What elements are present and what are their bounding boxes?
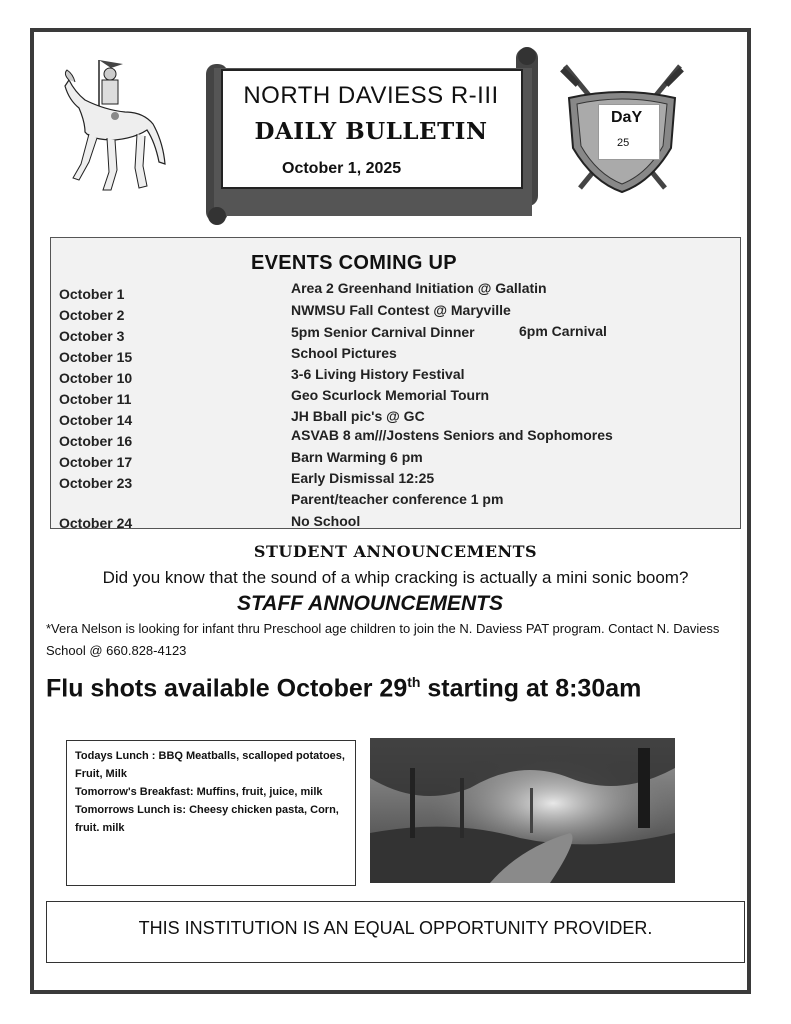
flu-text-after: starting at 8:30am: [420, 674, 642, 703]
event-date: October 17: [59, 454, 133, 470]
event-date: October 23: [59, 475, 133, 491]
event-description: No School: [291, 513, 361, 529]
event-date: October 11: [59, 391, 132, 407]
todays-lunch: Todays Lunch : BBQ Meatballs, scalloped potatoes, Fruit, Milk: [75, 750, 345, 780]
event-date: October 16: [59, 433, 133, 449]
event-date: October 1: [59, 286, 125, 302]
staff-announcement-text: *Vera Nelson is looking for infant thru Preschool age children to join the N. Daviess PAT program. Contact N. Daviess School @ 660.828-4123: [46, 621, 720, 658]
event-date: October 2: [59, 307, 125, 323]
day-number: 25: [617, 137, 630, 149]
equal-opportunity-statement: THIS INSTITUTION IS AN EQUAL OPPORTUNITY PROVIDER.: [138, 918, 653, 938]
staff-announcements-heading: STAFF ANNOUNCEMENTS: [237, 592, 503, 615]
day-counter: [598, 104, 660, 160]
knight-on-horse-icon: [55, 52, 175, 202]
event-description: NWMSU Fall Contest @ Maryville: [291, 302, 511, 318]
flu-superscript: th: [407, 674, 421, 690]
event-description: 3-6 Living History Festival: [291, 366, 465, 382]
event-extra: 6pm Carnival: [519, 323, 607, 339]
flu-text-before: Flu shots available October 29: [46, 674, 408, 703]
event-date: October 24: [59, 515, 133, 531]
event-description: Parent/teacher conference 1 pm: [291, 491, 504, 507]
tomorrows-breakfast: Tomorrow's Breakfast: Muffins, fruit, juice, milk: [75, 786, 323, 798]
bulletin-header: [222, 70, 520, 188]
bulletin-title: DAILY BULLETIN: [254, 118, 488, 145]
event-description: 5pm Senior Carnival Dinner: [291, 324, 475, 340]
student-announcement-text: Did you know that the sound of a whip cracking is actually a mini sonic boom?: [102, 568, 689, 587]
event-description: JH Bball pic's @ GC: [291, 408, 425, 424]
event-description: Area 2 Greenhand Initiation @ Gallatin: [291, 280, 547, 296]
equal-opportunity-box: [46, 901, 745, 963]
events-section: [50, 237, 741, 529]
event-date: October 14: [59, 412, 133, 428]
event-description: School Pictures: [291, 345, 397, 361]
bulletin-date: October 1, 2025: [282, 160, 402, 177]
school-name: NORTH DAVIESS R-III: [243, 82, 499, 109]
events-heading: EVENTS COMING UP: [251, 252, 457, 274]
event-description: Geo Scurlock Memorial Tourn: [291, 387, 490, 403]
event-row: [51, 515, 740, 535]
event-description: Early Dismissal 12:25: [291, 470, 435, 486]
event-date: October 15: [59, 349, 133, 365]
event-date: October 10: [59, 370, 133, 386]
flu-shot-notice: [46, 674, 641, 703]
forest-path-photo: [370, 738, 675, 883]
tomorrows-lunch: Tomorrows Lunch is: Cheesy chicken pasta, Corn, fruit. milk: [75, 804, 339, 834]
event-date: October 3: [59, 328, 125, 344]
event-row: [51, 491, 740, 511]
event-description: ASVAB 8 am///Jostens Seniors and Sophomores: [291, 427, 613, 443]
event-description: Barn Warming 6 pm: [291, 449, 423, 465]
lunch-menu-box: [66, 740, 356, 886]
student-announcements-heading: STUDENT ANNOUNCEMENTS: [253, 542, 538, 561]
day-label: DaY: [611, 109, 643, 126]
